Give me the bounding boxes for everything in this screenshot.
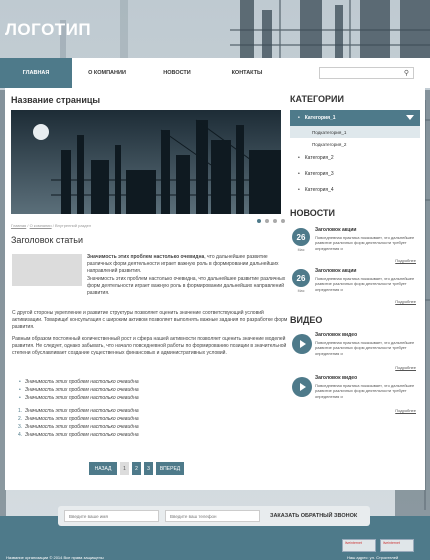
list-item: 2. Значимость этих проблем настолько очевидна — [18, 416, 139, 422]
list-item: • Значимость этих проблем настолько очевидна — [25, 378, 139, 386]
subcategory-item-1[interactable]: Подкатегория_1 — [290, 126, 420, 138]
news-text: Повседневная практика показывает, что дальнейшее развитие различных форм деятельности требует определения и — [315, 235, 415, 251]
categories-heading: КАТЕГОРИИ — [290, 94, 344, 104]
date-badge: 26 — [292, 228, 310, 246]
chevron-down-icon[interactable] — [406, 115, 414, 120]
nav-about[interactable]: О КОМПАНИИ — [88, 70, 126, 76]
more-link[interactable]: Подробнее — [395, 408, 416, 413]
page-title: Название страницы — [11, 95, 101, 105]
more-link[interactable]: Подробнее — [395, 258, 416, 263]
hero-slider[interactable] — [11, 110, 281, 214]
breadcrumb-about[interactable]: О компании — [29, 223, 52, 228]
breadcrumb-current: Внутренний раздел — [54, 223, 92, 228]
video-item — [290, 332, 420, 374]
nav-home[interactable]: ГЛАВНАЯ — [0, 58, 72, 88]
counter-badge[interactable]: liveinternet — [380, 539, 414, 552]
slider-dot[interactable] — [273, 219, 277, 223]
category-list — [290, 110, 420, 198]
nav-news[interactable]: НОВОСТИ — [163, 70, 191, 76]
more-link[interactable]: Подробнее — [395, 299, 416, 304]
date-month: Мая — [297, 289, 305, 293]
list-item: • Значимость этих проблем настолько очевидна — [25, 394, 139, 402]
search-icon[interactable]: ⚲ — [403, 70, 410, 77]
category-item-4[interactable]: • Категория_4 — [298, 187, 334, 193]
nav-contacts[interactable]: КОНТАКТЫ — [231, 70, 263, 76]
callback-form — [58, 506, 370, 526]
date-badge: 26 — [292, 269, 310, 287]
category-item-3[interactable]: • Категория_3 — [298, 171, 334, 177]
pager-prev-button[interactable]: НАЗАД — [89, 462, 117, 475]
slider-dot[interactable] — [257, 219, 261, 223]
list-item: 1. Значимость этих проблем настолько очевидна — [18, 408, 139, 414]
news-heading: НОВОСТИ — [290, 208, 336, 218]
news-text: Повседневная практика показывает, что дальнейшее развитие различных форм деятельности требует определения и — [315, 276, 415, 292]
list-item: 3. Значимость этих проблем настолько очевидна — [18, 424, 139, 430]
intro-paragraph-2: Значимость этих проблем настолько очевидна, что дальнейшее развитие различных форм деятельности играет важную роль в формировании дальнейших направлений развития. — [87, 276, 286, 297]
name-field[interactable]: Введите ваше имя — [64, 510, 159, 522]
pager-page[interactable]: 1 — [120, 462, 129, 475]
news-title[interactable]: Заголовок акции — [315, 268, 357, 274]
subcategory-item-2[interactable]: Подкатегория_2 — [312, 141, 347, 147]
slider-dots — [257, 219, 285, 223]
counter-badge[interactable]: liveinternet — [342, 539, 376, 552]
breadcrumb-home[interactable]: Главная — [11, 223, 27, 228]
list-item: 4. Значимость этих проблем настолько очевидна — [18, 432, 139, 438]
slider-image — [11, 110, 281, 214]
category-item-2[interactable]: • Категория_2 — [298, 155, 334, 161]
copyright: Название организации © 2014 Все права защищены — [6, 555, 104, 560]
video-heading: ВИДЕО — [290, 315, 323, 325]
video-item — [290, 375, 420, 417]
slider-dot[interactable] — [265, 219, 269, 223]
phone-field[interactable]: Введите ваш телефон — [165, 510, 260, 522]
paragraph-1: С другой стороны укрепление и развитие структуры позволяет оценить значение соответствующий условий активизации. Товарищи! консультация с широким активом позволяет выполнять важные задания по разработке форм развития. — [12, 310, 288, 331]
pager-next-button[interactable]: ВПЕРЕД — [156, 462, 184, 475]
pagination — [89, 462, 184, 475]
category-item-1[interactable]: • Категория_1 — [290, 110, 420, 126]
intro-bold: Значимость этих проблем настолько очевидна — [87, 254, 205, 260]
date-month: Мая — [297, 248, 305, 252]
numbered-list — [18, 407, 139, 439]
callback-button[interactable]: ЗАКАЗАТЬ ОБРАТНЫЙ ЗВОНОК — [270, 513, 358, 519]
intro-paragraph — [87, 254, 292, 276]
more-link[interactable]: Подробнее — [395, 365, 416, 370]
article-image — [12, 254, 82, 286]
video-text: Повседневная практика показывает, что дальнейшее развитие различных форм деятельности требует определения и — [315, 383, 415, 399]
intro-text: , что дальнейшее развитие различных форм деятельности играет важную роль в формировании дальнейших направлений развития. — [87, 254, 279, 275]
play-icon[interactable] — [292, 377, 312, 397]
address: Наш адрес: ул. Строителей — [347, 555, 399, 560]
video-text: Повседневная практика показывает, что дальнейшее развитие различных форм деятельности требует определения и — [315, 340, 415, 356]
site-logo[interactable]: ЛОГОТИП — [5, 20, 92, 39]
bullet-list — [25, 378, 139, 402]
main-nav — [0, 58, 430, 88]
pager-page[interactable]: 3 — [144, 462, 153, 475]
pager-page[interactable]: 2 — [132, 462, 141, 475]
news-item — [290, 227, 420, 267]
article-title: Заголовок статьи — [11, 235, 83, 245]
video-title[interactable]: Заголовок видео — [315, 375, 358, 381]
video-title[interactable]: Заголовок видео — [315, 332, 358, 338]
slider-dot[interactable] — [281, 219, 285, 223]
search-input[interactable] — [319, 67, 414, 79]
list-item: • Значимость этих проблем настолько очевидна — [25, 386, 139, 394]
paragraph-2: Равным образом постоянный количественный рост и сфера нашей активности позволяет оценить значение моделей развития. Не следует, однако забывать, что начало повседневной работы по формированию позиции в значительной степени обуславливает создание существенных финансовых и административных условий. — [12, 336, 287, 357]
news-title[interactable]: Заголовок акции — [315, 227, 357, 233]
news-item — [290, 268, 420, 308]
breadcrumb: Главная / О компании / Внутренний раздел — [11, 223, 92, 228]
play-icon[interactable] — [292, 334, 312, 354]
